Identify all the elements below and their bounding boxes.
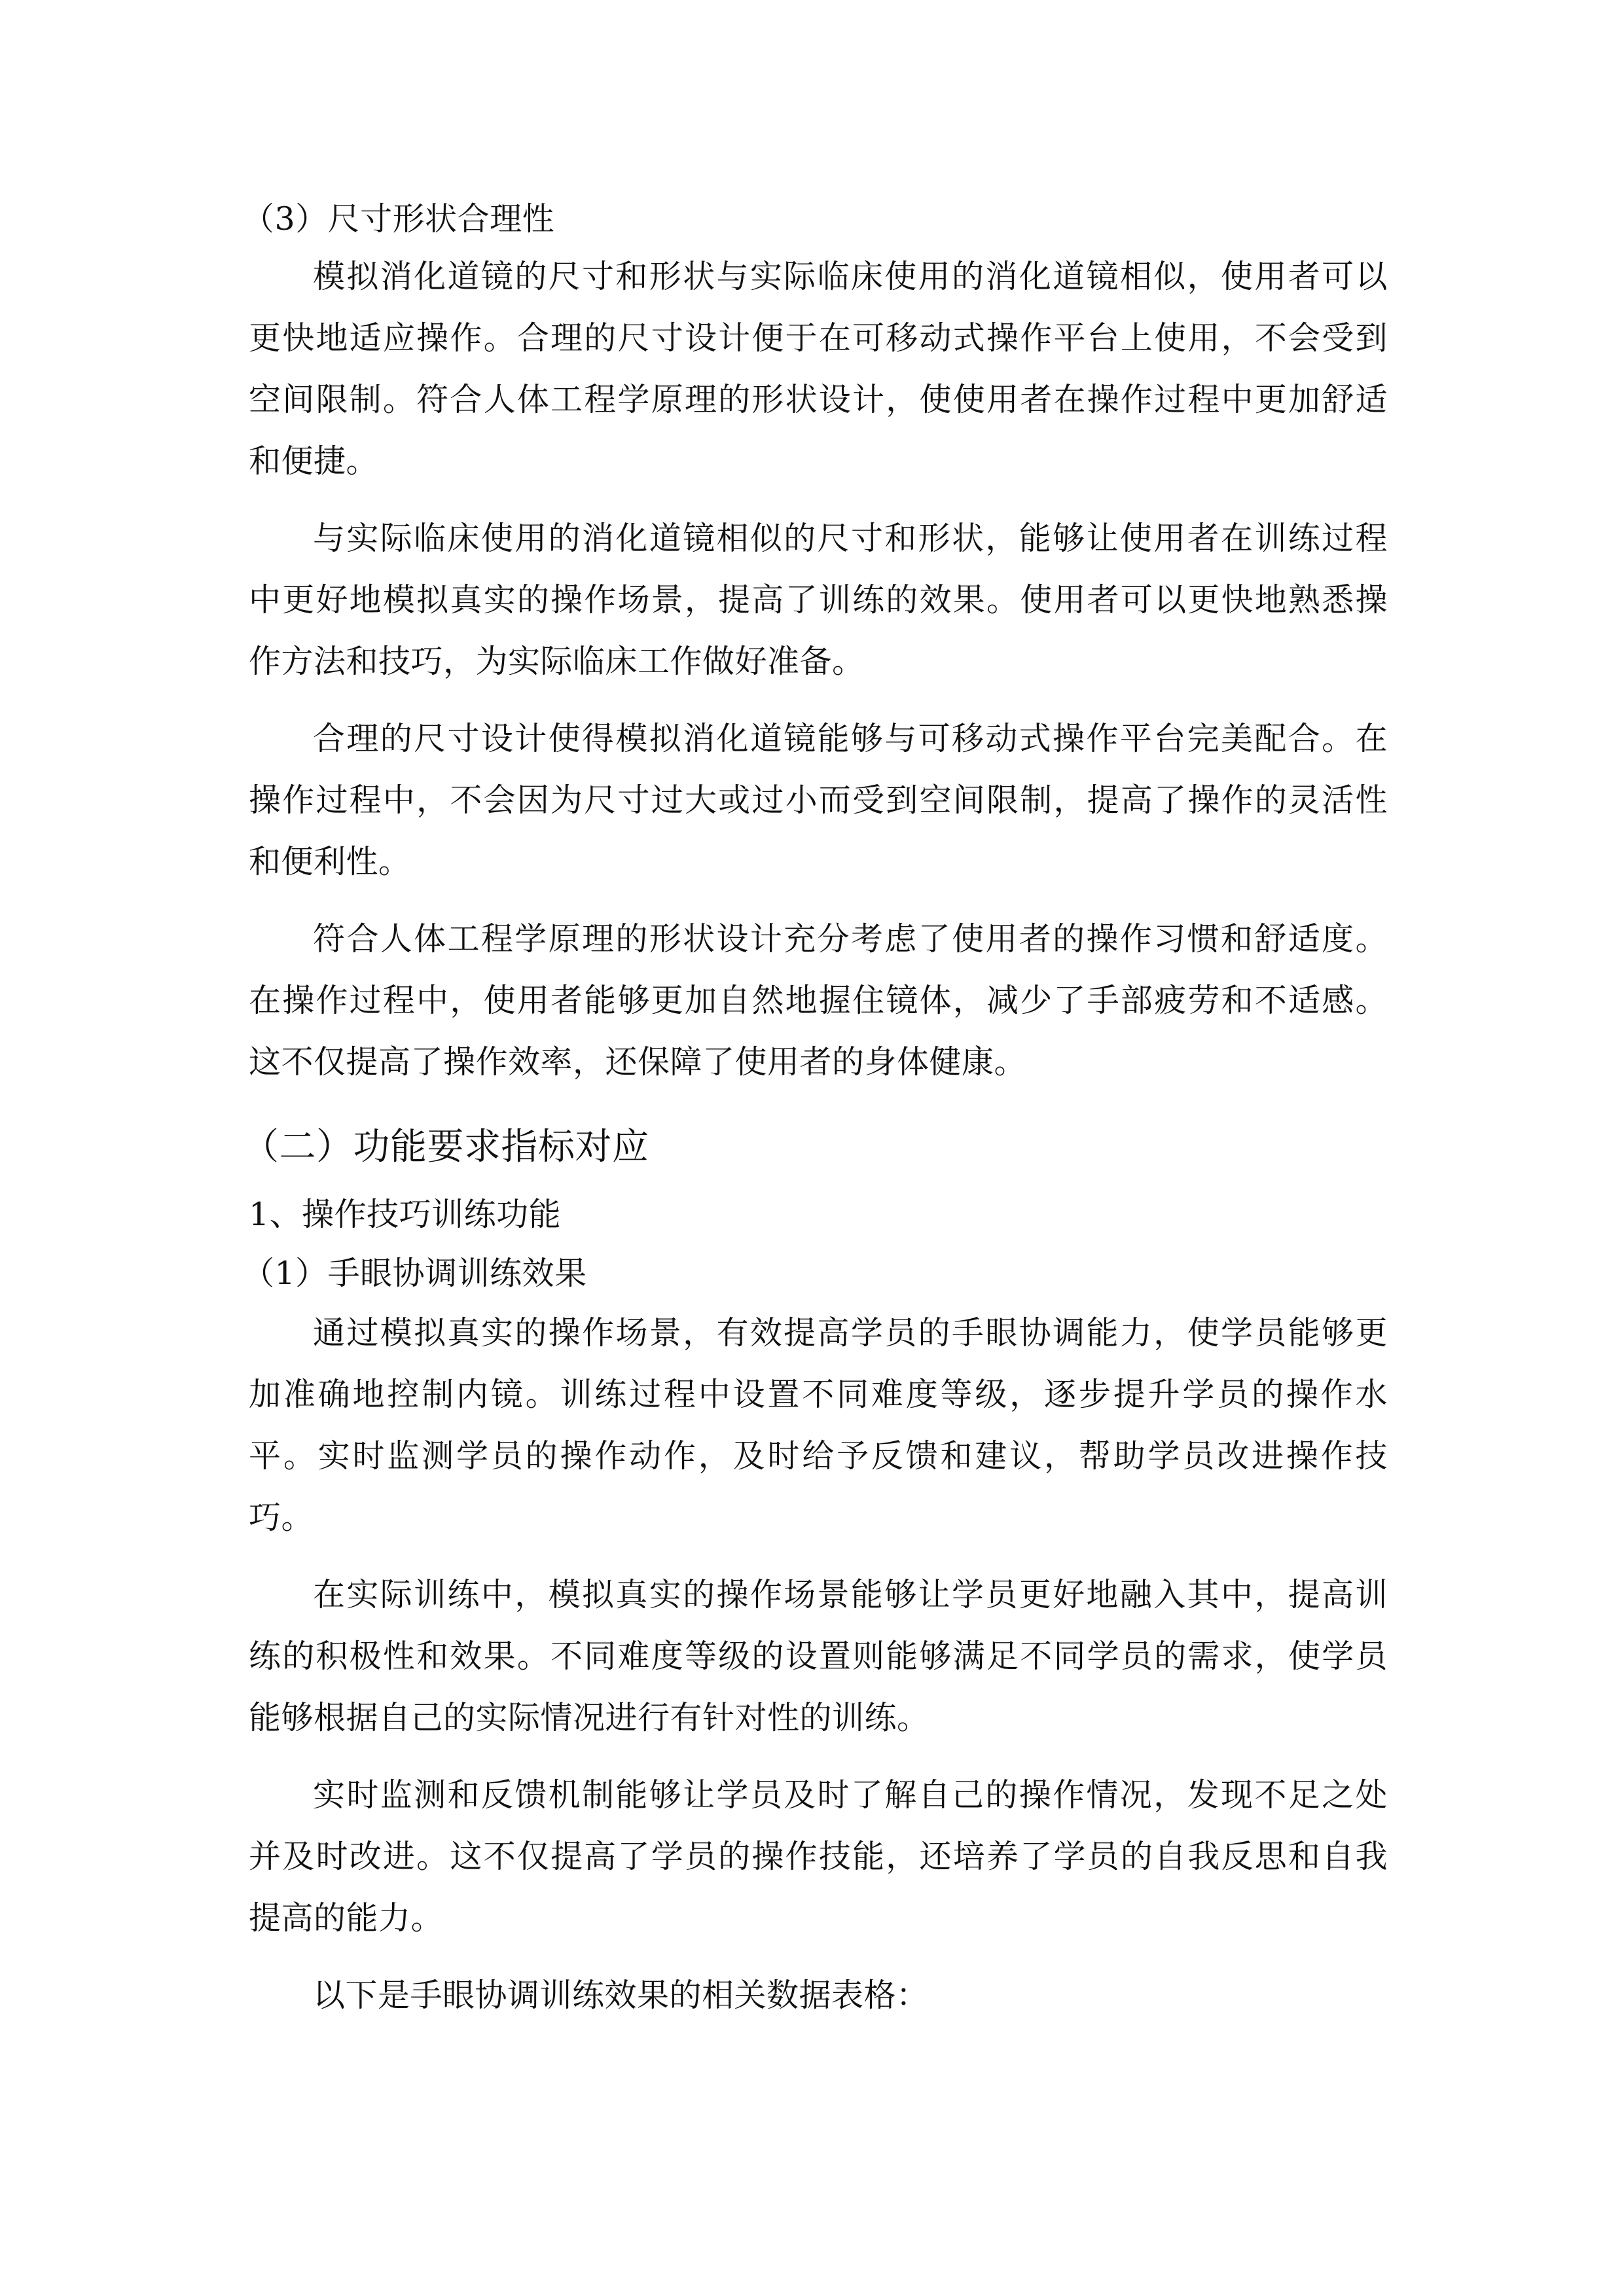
paragraph-line: 作方法和技巧，为实际临床工作做好准备。 <box>249 643 865 680</box>
paragraph-line: 空间限制。符合人体工程学原理的形状设计，使使用者在操作过程中更加舒适 <box>249 381 1388 418</box>
paragraph-line: 合理的尺寸设计使得模拟消化道镜能够与可移动式操作平台完美配合。在 <box>313 720 1388 757</box>
paragraph-line: 平。实时监测学员的操作动作，及时给予反馈和建议，帮助学员改进操作技 <box>249 1437 1388 1475</box>
paragraph-line: 提高的能力。 <box>249 1899 444 1937</box>
paragraph-line: 在实际训练中，模拟真实的操作场景能够让学员更好地融入其中，提高训 <box>313 1576 1388 1613</box>
paragraph-line: 以下是手眼协调训练效果的相关数据表格： <box>313 1977 929 2014</box>
subsection-heading: （3）尺寸形状合理性 <box>242 200 555 238</box>
paragraph-line: 能够根据自己的实际情况进行有针对性的训练。 <box>249 1699 929 1736</box>
paragraph-line: 与实际临床使用的消化道镜相似的尺寸和形状，能够让使用者在训练过程 <box>313 520 1388 557</box>
paragraph-line: 和便捷。 <box>249 442 379 480</box>
paragraph-line: 模拟消化道镜的尺寸和形状与实际临床使用的消化道镜相似，使用者可以 <box>313 258 1388 295</box>
paragraph-line: 中更好地模拟真实的操作场景，提高了训练的效果。使用者可以更快地熟悉操 <box>249 581 1388 619</box>
paragraph-line: 巧。 <box>249 1499 314 1536</box>
section-heading: （二）功能要求指标对应 <box>242 1126 649 1168</box>
paragraph-line: 加准确地控制内镜。训练过程中设置不同难度等级，逐步提升学员的操作水 <box>249 1376 1388 1413</box>
paragraph-line: 符合人体工程学原理的形状设计充分考虑了使用者的操作习惯和舒适度。 <box>313 920 1388 958</box>
paragraph-line: 更快地适应操作。合理的尺寸设计便于在可移动式操作平台上使用，不会受到 <box>249 319 1388 357</box>
paragraph-line: 操作过程中，不会因为尺寸过大或过小而受到空间限制，提高了操作的灵活性 <box>249 781 1388 819</box>
paragraph-line: 实时监测和反馈机制能够让学员及时了解自己的操作情况，发现不足之处 <box>313 1776 1388 1814</box>
paragraph-line: 和便利性。 <box>249 843 411 880</box>
paragraph-line: 这不仅提高了操作效率，还保障了使用者的身体健康。 <box>249 1043 1027 1081</box>
paragraph-line: 练的积极性和效果。不同难度等级的设置则能够满足不同学员的需求，使学员 <box>249 1638 1388 1675</box>
paragraph-line: 并及时改进。这不仅提高了学员的操作技能，还培养了学员的自我反思和自我 <box>249 1838 1388 1875</box>
paragraph-line: 在操作过程中，使用者能够更加自然地握住镜体，减少了手部疲劳和不适感。 <box>249 982 1388 1019</box>
subsection-heading: 1、操作技巧训练功能 <box>249 1196 562 1233</box>
paragraph-line: 通过模拟真实的操作场景，有效提高学员的手眼协调能力，使学员能够更 <box>313 1314 1388 1352</box>
subsection-heading: （1）手眼协调训练效果 <box>242 1255 587 1292</box>
